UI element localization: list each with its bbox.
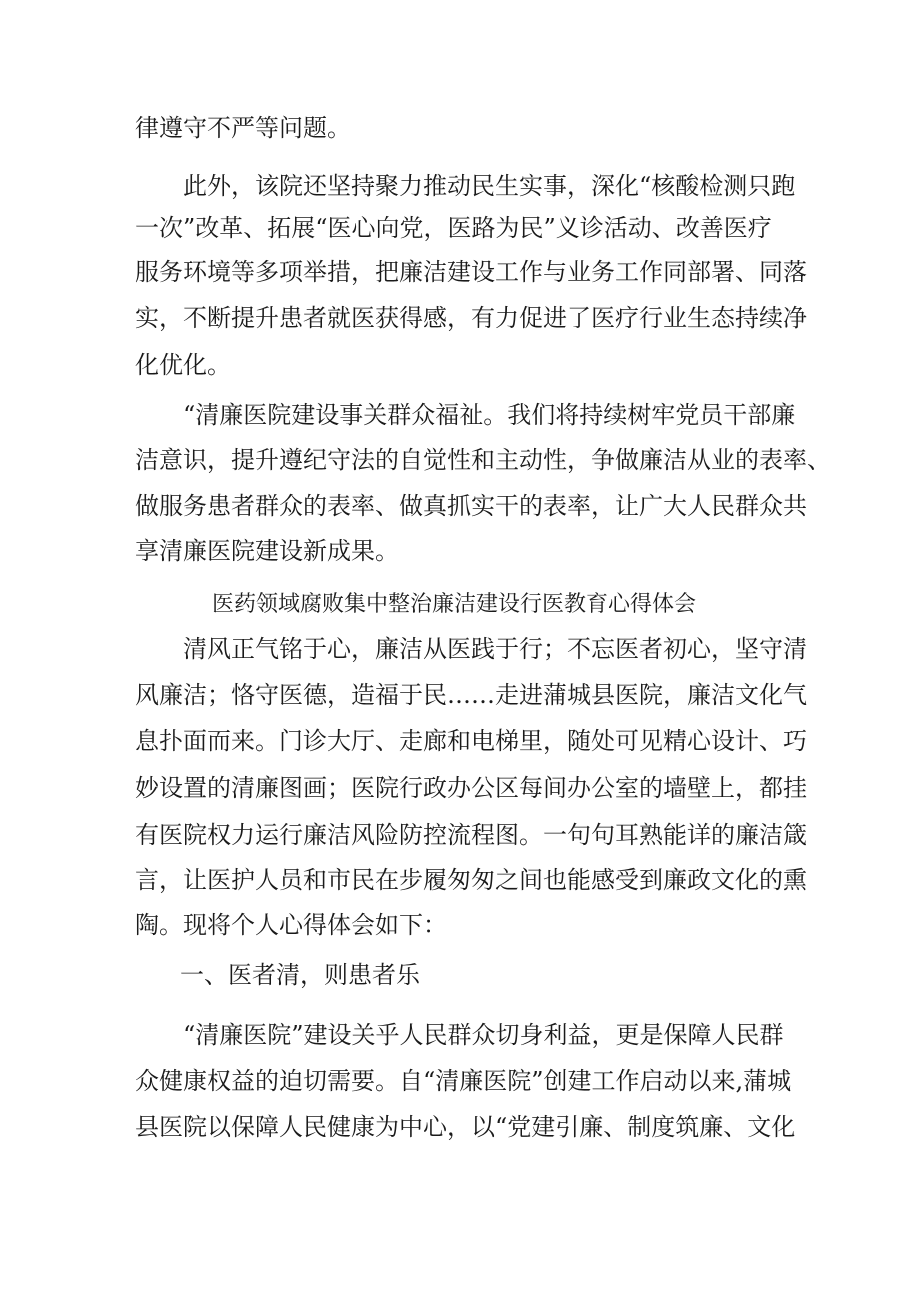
text-line: 享清廉医院建设新成果。 <box>135 537 399 565</box>
text-line: 风廉洁；恪守医德，造福于民……走进蒲城县医院，廉洁文化气 <box>135 681 807 709</box>
text-line: 妙设置的清廉图画；医院行政办公区每间办公室的墙壁上，都挂 <box>135 774 807 802</box>
text-line: 洁意识，提升遵纪守法的自觉性和主动性，争做廉洁从业的表率、 <box>135 446 831 474</box>
text-line: 服务环境等多项举措，把廉洁建设工作与业务工作同部署、同落 <box>135 258 807 286</box>
text-line: 化优化。 <box>135 351 231 379</box>
text-line: 言，让医护人员和市民在步履匆匆之间也能感受到廉政文化的熏 <box>135 866 807 894</box>
text-line: 一次”改革、拓展“医心向党，医路为民”义诊活动、改善医疗 <box>135 214 772 242</box>
subsection-heading: 一、医者清，则患者乐 <box>180 961 420 989</box>
text-line: 众健康权益的迫切需要。自“清廉医院”创建工作启动以来,蒲城 <box>135 1067 792 1095</box>
text-line: 实，不断提升患者就医获得感，有力促进了医疗行业生态持续净 <box>135 304 807 332</box>
paragraph-start-line: 此外，该院还坚持聚力推动民生实事，深化“核酸检测只跑 <box>183 172 796 200</box>
quote-paragraph-start-line: “清廉医院建设事关群众福祉。我们将持续树牢党员干部廉 <box>183 401 796 429</box>
text-line: 律遵守不严等问题。 <box>135 114 351 142</box>
text-line: 息扑面而来。门诊大厅、走廊和电梯里，随处可见精心设计、巧 <box>135 727 807 755</box>
text-line: 陶。现将个人心得体会如下： <box>135 911 447 939</box>
text-line: 县医院以保障人民健康为中心，以“党建引廉、制度筑廉、文化 <box>135 1113 796 1141</box>
paragraph-start-line: 清风正气铭于心，廉洁从医践于行；不忘医者初心，坚守清 <box>183 635 807 663</box>
text-line: 有医院权力运行廉洁风险防控流程图。一句句耳熟能详的廉洁箴 <box>135 821 807 849</box>
quote-paragraph-start-line: “清廉医院”建设关乎人民群众切身利益，更是保障人民群 <box>183 1021 784 1049</box>
section-title: 医药领域腐败集中整治廉洁建设行医教育心得体会 <box>212 592 697 617</box>
text-line: 做服务患者群众的表率、做真抓实干的表率，让广大人民群众共 <box>135 492 807 520</box>
